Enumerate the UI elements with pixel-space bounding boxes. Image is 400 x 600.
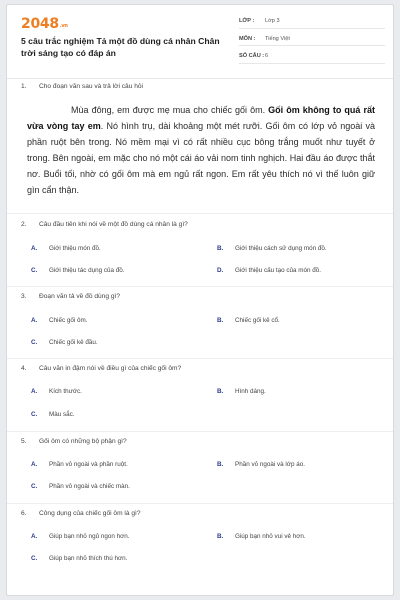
meta-row-subject [239,33,385,47]
option-letter: C. [31,483,38,490]
meta-value: 6 [265,53,269,60]
option-6b[interactable] [217,533,306,540]
question-text: Câu văn in đậm nói về điều gì của chiếc gối ôm? [39,365,182,372]
option-2c[interactable] [31,267,125,274]
meta-row-count [239,50,385,64]
site-logo[interactable] [21,16,68,32]
option-letter: A. [31,461,38,468]
page-title: 5 câu trắc nghiệm Tả một đồ dùng cá nhân Chân trời sáng tạo có đáp án [21,36,220,58]
option-6c[interactable] [31,555,127,562]
question-number: 4. [21,365,27,372]
option-letter: A. [31,317,38,324]
option-text: Phần vỏ ngoài và lớp áo. [235,461,305,468]
option-letter: B. [217,533,224,540]
option-letter: A. [31,245,38,252]
option-letter: B. [217,317,224,324]
option-text: Giới thiệu cấu tạo của món đồ. [235,267,322,274]
option-text: Màu sắc. [49,411,75,418]
reading-passage [27,102,375,198]
question-text: Gối ôm có những bộ phận gì? [39,438,127,445]
option-text: Giúp bạn nhỏ thích thú hơn. [49,555,128,562]
option-letter: B. [217,388,224,395]
option-letter: C. [31,339,38,346]
question-5 [21,438,381,445]
question-number: 2. [21,221,27,228]
option-letter: B. [217,461,224,468]
worksheet-page [6,4,394,596]
option-6a[interactable] [31,533,129,540]
option-4a[interactable] [31,388,82,395]
option-4b[interactable] [217,388,266,395]
meta-label: MÔN : [239,35,256,42]
divider [7,503,393,504]
question-1 [21,83,381,90]
option-text: Giúp bạn nhỏ vui vẻ hơn. [235,533,306,540]
option-letter: A. [31,388,38,395]
option-text: Chiếc gối ôm. [49,317,88,324]
question-6 [21,510,381,517]
question-text: Câu đầu tiên khi nói về một đồ dùng cá nhân là gì? [39,221,188,228]
option-2b[interactable] [217,245,327,252]
option-text: Chiếc gối kê đầu. [49,339,98,346]
question-4 [21,365,381,372]
option-5c[interactable] [31,483,130,490]
option-2d[interactable] [217,267,321,274]
option-2a[interactable] [31,245,101,252]
worksheet-header [7,5,393,77]
question-text: Cho đoạn văn sau và trả lời câu hỏi [39,83,144,90]
option-text: Giúp bạn nhỏ ngủ ngon hơn. [49,533,130,540]
option-5a[interactable] [31,461,128,468]
option-text: Chiếc gối kê cổ. [235,317,280,324]
option-text: Phần vỏ ngoài và chiếc màn. [49,483,130,490]
logo-text: 2048 [21,16,59,32]
passage-bold-sentence: Gối ôm không to quá rất vừa vòng tay em [27,105,375,131]
option-5b[interactable] [217,461,305,468]
option-text: Giới thiệu cách sử dụng món đồ. [235,245,327,252]
option-text: Giới thiệu món đồ. [49,245,101,252]
question-number: 1. [21,83,27,90]
option-text: Giới thiệu tác dụng của đồ. [49,267,125,274]
divider [7,213,393,214]
question-2 [21,221,381,228]
passage-part-2: . Nó hình trụ, dài khoảng một mét rưỡi. Gối ôm có lớp vỏ ngoài và phần ruột bên trong. Nó mềm mại vì có rất nhiều cục bông trắng muốt như tuyết ở trong. Bên ngoài, em mặc cho nó một cái áo vải nom tinh nghịch. Hai đầu áo được thắt nơ. Buổi tối, nhờ có gối ôm mà em ngủ rất ngon. Em rất yêu thích nó vì thế luôn giữ gìn cẩn thận. [27,121,375,195]
option-text: Kích thước. [49,388,82,395]
meta-table [239,15,385,68]
option-letter: C. [31,267,38,274]
option-3a[interactable] [31,317,88,324]
logo-suffix: .vn [59,23,68,29]
question-number: 5. [21,438,27,445]
question-3 [21,293,381,300]
meta-label: LỚP : [239,18,255,25]
option-letter: C. [31,555,38,562]
meta-label: SỐ CÂU : [239,53,265,60]
question-number: 6. [21,510,27,517]
option-4c[interactable] [31,411,75,418]
meta-row-class [239,15,385,29]
question-text: Đoạn văn tả về đồ dùng gì? [39,293,121,300]
question-text: Công dụng của chiếc gối ôm là gì? [39,510,141,517]
header-divider [7,78,393,79]
option-letter: D. [217,267,224,274]
meta-value: Tiếng Việt [265,35,290,42]
option-letter: A. [31,533,38,540]
divider [7,286,393,287]
divider [7,431,393,432]
option-text: Phần vỏ ngoài và phần ruột. [49,461,128,468]
passage-part-1: Mùa đông, em được mẹ mua cho chiếc gối ôm. [71,105,269,115]
option-letter: C. [31,411,38,418]
divider [7,358,393,359]
option-3c[interactable] [31,339,98,346]
meta-value: Lớp 3 [265,18,280,25]
question-number: 3. [21,293,27,300]
option-3b[interactable] [217,317,280,324]
option-letter: B. [217,245,224,252]
option-text: Hình dáng. [235,388,266,395]
